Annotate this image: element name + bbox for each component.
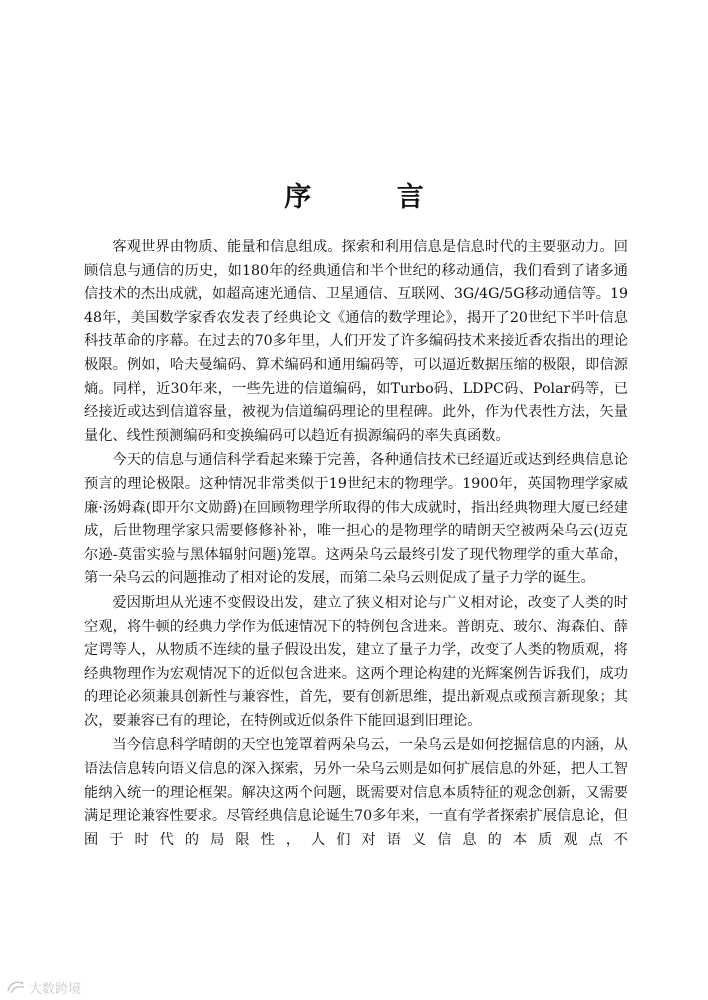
watermark: [6, 978, 81, 996]
page-title: 序 言: [284, 182, 462, 213]
brand-logo-icon: [6, 979, 26, 995]
paragraph-2: 今天的信息与通信科学看起来臻于完善，各种通信技术已经逼近或达到经典信息论预言的理论极限。这种情况非常类似于19世纪末的物理学。1900年，英国物理学家威廉·汤姆森(即开尔文勋爵)在回顾物理学所取得的伟大成就时，指出经典物理大厦已经建成，后世物理学家只需要修修补补，唯一担心的是物理学的晴朗天空被两朵乌云(迈克尔逊-莫雷实验与黑体辐射问题)笼罩。这两朵乌云最终引发了现代物理学的重大革命，第一朵乌云的问题推动了相对论的发展，而第二朵乌云则促成了量子力学的诞生。: [84, 452, 628, 587]
paragraph-3: 爱因斯坦从光速不变假设出发，建立了狭义相对论与广义相对论，改变了人类的时空观，将牛顿的经典力学作为低速情况下的特例包含进来。普朗克、玻尔、海森伯、薛定谔等人，从物质不连续的量子假设出发，建立了量子力学，改变了人类的物质观，将经典物理作为宏观情况下的近似包含进来。这两个理论构建的光辉案例告诉我们，成功的理论必须兼具创新性与兼容性，首先，要有创新思维，提出新观点或预言新现象；其次，要兼容已有的理论，在特例或近似条件下能回退到旧理论。: [84, 594, 628, 729]
paragraph-4: 当今信息科学晴朗的天空也笼罩着两朵乌云，一朵乌云是如何挖掘信息的内涵，从语法信息转向语义信息的深入探索，另外一朵乌云则是如何扩展信息的外延，把人工智能纳入统一的理论框架。解决这两个问题，既需要对信息本质特征的观念创新，又需要满足理论兼容性要求。尽管经典信息论诞生70多年来，一直有学者探索扩展信息论，但囿于时代的局限性，人们对语义信息的本质观点不: [84, 737, 628, 848]
preface-body: [84, 236, 628, 853]
watermark-text: 大数跨境: [29, 981, 82, 997]
paragraph-1: 客观世界由物质、能量和信息组成。探索和利用信息是信息时代的主要驱动力。回顾信息与通信的历史，如180年的经典通信和半个世纪的移动通信，我们看到了诸多通信技术的杰出成就，如超高速光通信、卫星通信、互联网、3G/4G/5G移动通信等。1948年，美国数学家香农发表了经典论文《通信的数学理论》，揭开了20世纪下半叶信息科技革命的序幕。在过去的70多年里，人们开发了许多编码技术来接近香农指出的理论极限。例如，哈夫曼编码、算术编码和通用编码等，可以逼近数据压缩的极限，即信源熵。同样，近30年来，一些先进的信道编码，如Turbo码、LDPC码、Polar码等，已经接近或达到信道容量，被视为信道编码理论的里程碑。此外，作为代表性方法，矢量量化、线性预测编码和变换编码可以趋近有损源编码的率失真函数。: [84, 239, 628, 444]
